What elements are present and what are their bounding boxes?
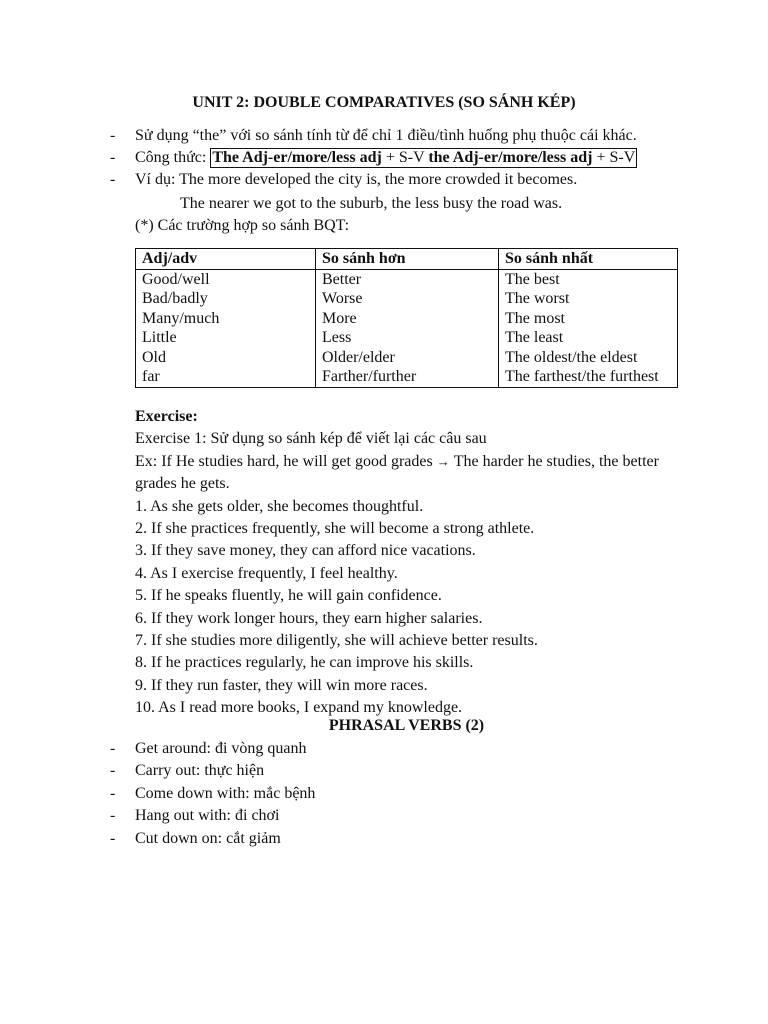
phrasal-verb: Carry out: thực hiện xyxy=(135,762,265,780)
exercise-heading: Exercise: xyxy=(135,408,198,425)
phrasal-verb: Come down with: mắc bệnh xyxy=(135,784,316,802)
table-cell: far xyxy=(136,367,316,387)
table-cell: Better xyxy=(316,269,499,289)
table-cell: More xyxy=(316,309,499,329)
formula-label: Công thức: xyxy=(135,149,211,166)
bullet-dash: - xyxy=(110,149,116,166)
formula-line xyxy=(135,147,637,169)
bullet-dash: - xyxy=(110,740,116,757)
exercise-item: 5. If he speaks fluently, he will gain confidence. xyxy=(135,587,442,605)
exercise-example xyxy=(135,451,680,496)
formula-box xyxy=(210,148,637,168)
table-cell: Many/much xyxy=(136,309,316,329)
phrasal-verb: Get around: đi vòng quanh xyxy=(135,740,307,757)
formula-part: + S-V xyxy=(381,149,429,166)
exercise-item: 7. If she studies more diligently, she will achieve better results. xyxy=(135,632,538,650)
table-row xyxy=(136,289,678,309)
example-continuation: The nearer we got to the suburb, the less busy the road was. xyxy=(180,195,563,212)
list-item xyxy=(110,783,610,805)
phrasal-verbs-list xyxy=(110,738,610,850)
table-row xyxy=(136,367,678,387)
table-cell: The farthest/the furthest xyxy=(499,367,678,387)
bullet-dash: - xyxy=(110,762,116,780)
table-row xyxy=(136,328,678,348)
exercise-item: 2. If she practices frequently, she will become a strong athlete. xyxy=(135,520,535,538)
bullet-item-formula xyxy=(110,147,730,169)
table-cell: Old xyxy=(136,348,316,368)
bullet-dash: - xyxy=(110,127,116,144)
table-cell: Worse xyxy=(316,289,499,309)
table-cell: The worst xyxy=(499,289,678,309)
table-header: Adj/adv xyxy=(136,249,316,270)
table-header: So sánh hơn xyxy=(316,249,499,270)
exercise-section xyxy=(135,406,680,720)
example-condition: Ex: If He studies hard, he will get good grades xyxy=(135,452,433,470)
bullet-item xyxy=(110,169,730,191)
bullet-dash: - xyxy=(110,829,116,847)
table-cell: Little xyxy=(136,328,316,348)
table-row xyxy=(136,348,678,368)
table-cell: Less xyxy=(316,328,499,348)
bullet-dash: - xyxy=(110,807,116,825)
page-title: UNIT 2: DOUBLE COMPARATIVES (SO SÁNH KÉP) xyxy=(192,94,576,111)
exercise-item: 8. If he practices regularly, he can improve his skills. xyxy=(135,654,474,672)
table-cell: The oldest/the eldest xyxy=(499,348,678,368)
formula-part: + S-V xyxy=(592,149,636,166)
right-arrow-icon: → xyxy=(436,453,450,469)
formula-part: The Adj-er/more/less adj xyxy=(212,149,382,166)
phrasal-verb: Hang out with: đi chơi xyxy=(135,807,280,825)
exercise-item: 6. If they work longer hours, they earn higher salaries. xyxy=(135,609,483,627)
table-cell: Older/elder xyxy=(316,348,499,368)
note-line: (*) Các trường hợp so sánh BQT: xyxy=(135,217,350,234)
table-row xyxy=(136,269,678,289)
table-row xyxy=(136,309,678,329)
list-item xyxy=(110,828,610,850)
phrasal-verbs-title: PHRASAL VERBS (2) xyxy=(328,717,485,734)
bullet-text: Sử dụng “the” với so sánh tính từ để chỉ 1 điều/tình huống phụ thuộc cái khác. xyxy=(135,127,637,144)
table-cell: The best xyxy=(499,269,678,289)
bullet-dash: - xyxy=(110,784,116,802)
exercise-instruction: Exercise 1: Sử dụng so sánh kép để viết lại các câu sau xyxy=(135,430,487,448)
comparison-table xyxy=(135,248,678,388)
exercise-item: 1. As she gets older, she becomes thoughtful. xyxy=(135,497,424,515)
phrasal-verb: Cut down on: cắt giảm xyxy=(135,829,281,847)
exercise-item: 10. As I read more books, I expand my knowledge. xyxy=(135,699,463,717)
bullet-text: Ví dụ: The more developed the city is, the more crowded it becomes. xyxy=(135,171,578,188)
bullet-dash: - xyxy=(110,171,116,188)
exercise-item: 4. As I exercise frequently, I feel healthy. xyxy=(135,564,398,582)
exercise-item: 9. If they run faster, they will win more races. xyxy=(135,676,428,694)
exercise-item: 3. If they save money, they can afford nice vacations. xyxy=(135,542,476,560)
table-cell: The least xyxy=(499,328,678,348)
list-item xyxy=(110,760,610,782)
list-item xyxy=(110,805,610,827)
table-cell: Good/well xyxy=(136,269,316,289)
formula-part: the Adj-er/more/less adj xyxy=(428,149,593,166)
example-result: The harder he studies, the better grades he gets. xyxy=(135,452,659,493)
table-header-row xyxy=(136,249,678,270)
bullet-list xyxy=(110,125,730,191)
list-item xyxy=(110,738,610,760)
bullet-item xyxy=(110,125,730,147)
table-cell: Farther/further xyxy=(316,367,499,387)
table-cell: Bad/badly xyxy=(136,289,316,309)
table-cell: The most xyxy=(499,309,678,329)
table-header: So sánh nhất xyxy=(499,249,678,270)
